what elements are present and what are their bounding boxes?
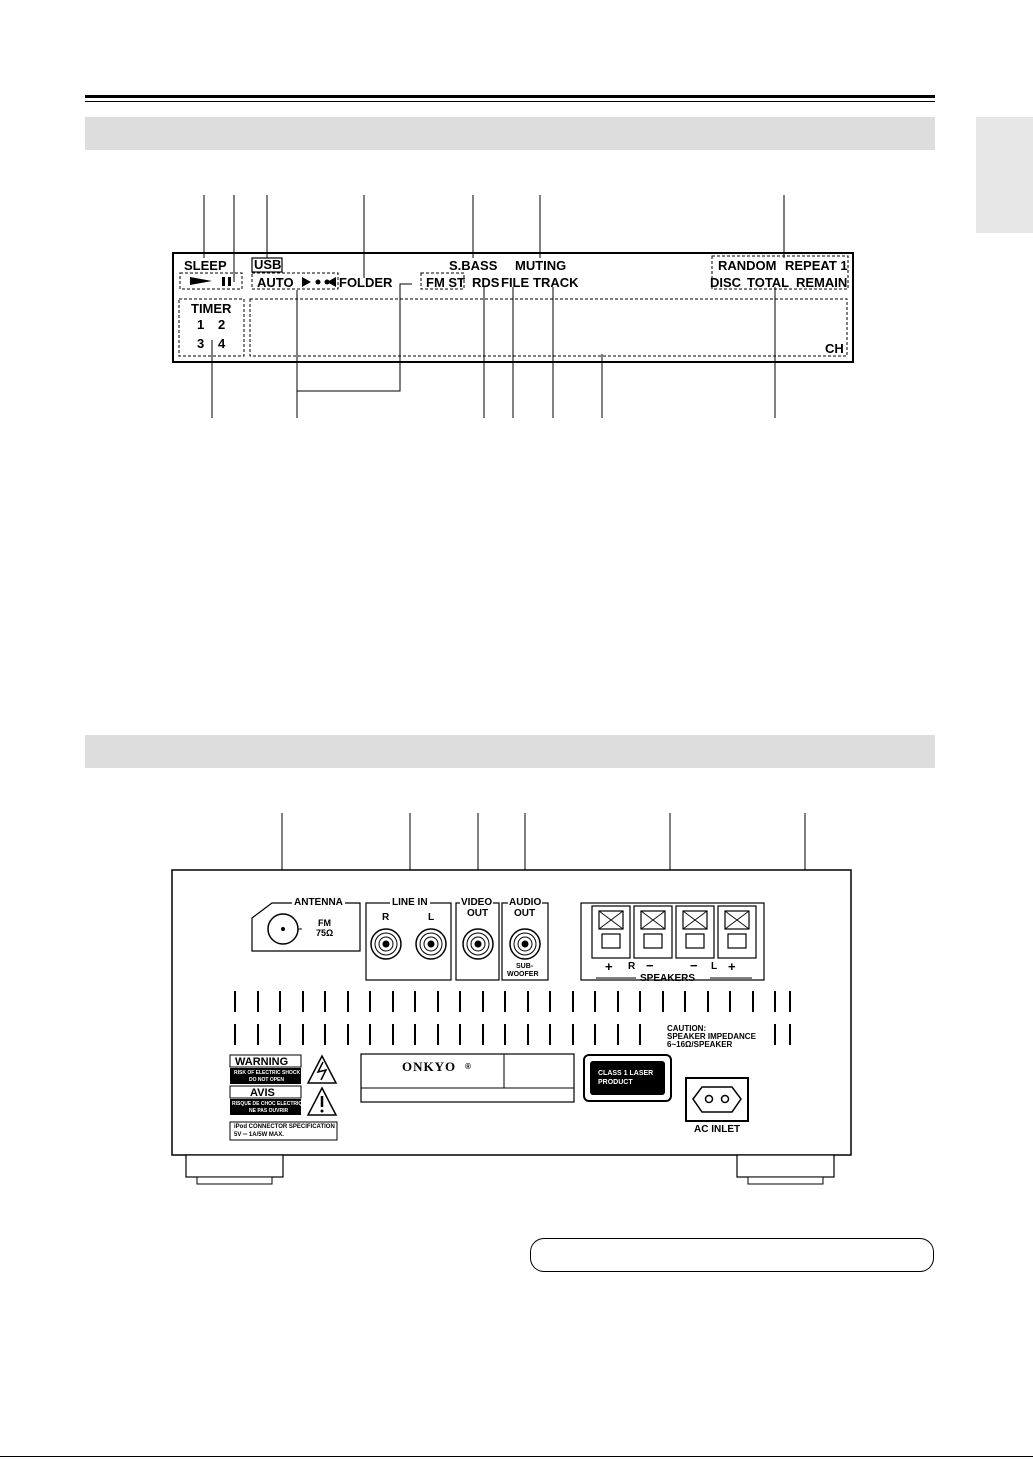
- caution-line3: 6~16Ω/SPEAKER: [667, 1040, 733, 1049]
- lcd-total: TOTAL: [747, 275, 790, 290]
- spk-l: L: [711, 961, 718, 972]
- spk-plus-r: +: [605, 959, 613, 974]
- avis-line2: NE PAS OUVRIR: [249, 1108, 289, 1114]
- lcd-muting: MUTING: [515, 258, 567, 273]
- fm-label: FM: [318, 918, 331, 928]
- lcd-timer-1: 1: [197, 317, 205, 332]
- warning-title: WARNING: [235, 1056, 289, 1068]
- lcd-random: RANDOM: [718, 258, 777, 273]
- video-out-label: OUT: [467, 908, 489, 919]
- footer-rule: [0, 1456, 1033, 1457]
- spk-minus-r: −: [646, 958, 654, 973]
- lcd-timer: TIMER: [191, 301, 232, 316]
- laser-line1: CLASS 1 LASER: [598, 1070, 654, 1077]
- lcd-remain: REMAIN: [796, 275, 848, 290]
- lcd-ch: CH: [825, 341, 844, 356]
- line-in-l-label: L: [428, 912, 435, 923]
- speakers-label: SPEAKERS: [640, 973, 696, 984]
- woofer-label: WOOFER: [507, 971, 539, 978]
- ac-inlet-label: AC INLET: [694, 1124, 741, 1135]
- ohm-label: 75Ω: [316, 928, 334, 938]
- audio-label: AUDIO: [509, 897, 542, 908]
- caution-line1: CAUTION:: [667, 1024, 707, 1033]
- warning-line1: RISK OF ELECTRIC SHOCK: [234, 1070, 301, 1076]
- lcd-sleep: SLEEP: [184, 258, 227, 273]
- audio-out-label: OUT: [514, 908, 536, 919]
- laser-line2: PRODUCT: [598, 1079, 633, 1086]
- lcd-timer-2: 2: [218, 317, 226, 332]
- lcd-folder: FOLDER: [339, 275, 393, 290]
- brand-reg: ®: [465, 1062, 471, 1071]
- warning-line2: DO NOT OPEN: [249, 1077, 285, 1083]
- caution-line2: SPEAKER IMPEDANCE: [667, 1032, 756, 1041]
- lcd-fmst: FM ST: [426, 275, 465, 290]
- sub-label: SUB-: [516, 963, 534, 970]
- lcd-track: TRACK: [533, 275, 579, 290]
- lcd-repeat: REPEAT 1: [785, 258, 848, 273]
- note-box: [530, 1238, 934, 1272]
- line-in-label: LINE IN: [392, 897, 428, 908]
- lcd-timer-3: 3: [197, 336, 205, 351]
- ipod-spec-line2: 5V ═ 1A/5W MAX.: [234, 1132, 284, 1138]
- lcd-timer-4: 4: [218, 336, 226, 351]
- avis-title: AVIS: [250, 1087, 275, 1099]
- lcd-sbass: S.BASS: [449, 258, 498, 273]
- lcd-file: FILE: [501, 275, 530, 290]
- brand-logo: ONKYO: [402, 1059, 457, 1074]
- spk-r: R: [628, 961, 636, 972]
- line-in-r-label: R: [382, 912, 390, 923]
- antenna-label: ANTENNA: [294, 897, 343, 908]
- lcd-disc: DISC: [710, 275, 742, 290]
- spk-plus-l: +: [728, 959, 736, 974]
- lcd-auto: AUTO: [257, 275, 294, 290]
- video-label: VIDEO: [461, 897, 493, 908]
- spk-minus-l: −: [690, 958, 698, 973]
- lcd-rds: RDS: [472, 275, 500, 290]
- avis-line1: RISQUE DE CHOC ELECTRIQUE: [232, 1101, 310, 1107]
- lcd-usb: USB: [254, 257, 282, 272]
- ipod-spec-line1: iPod CONNECTOR SPECIFICATION: [234, 1124, 335, 1130]
